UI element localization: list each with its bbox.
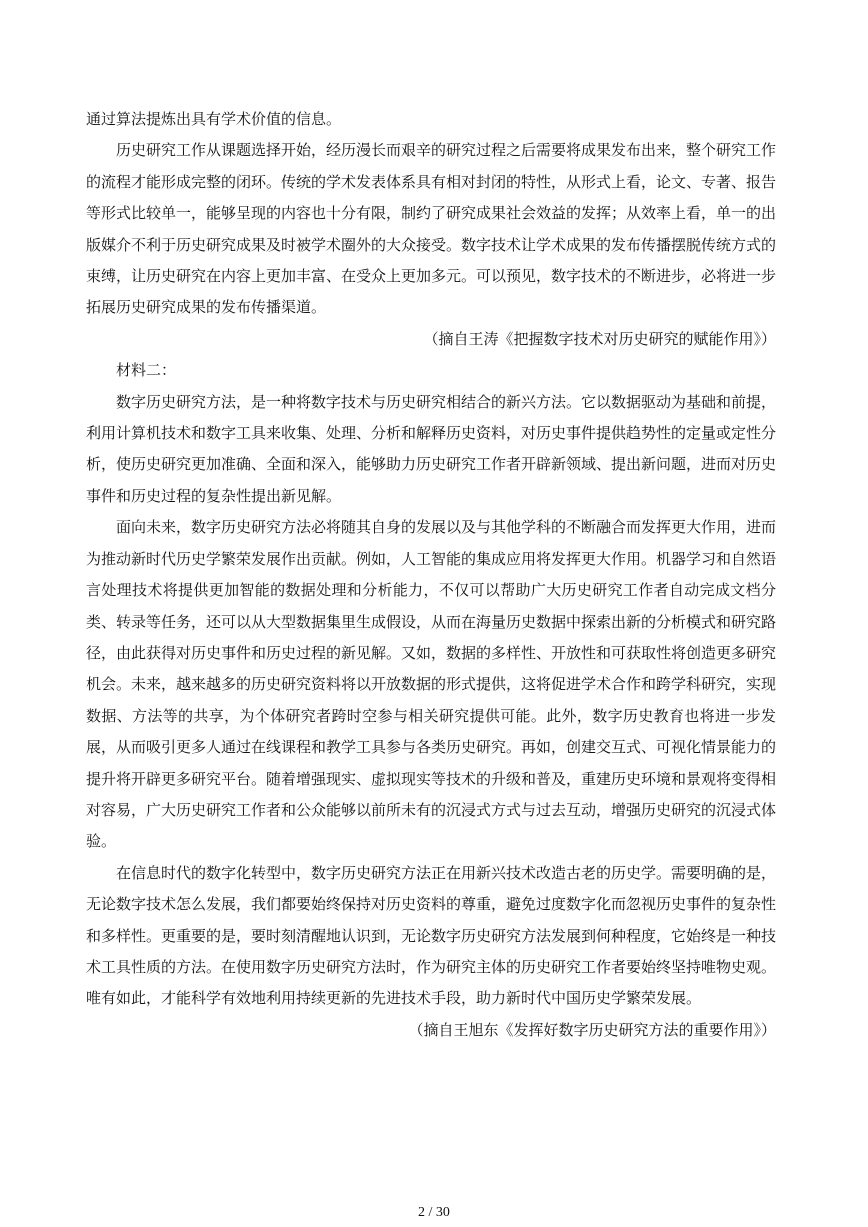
paragraph: 数字历史研究方法，是一种将数字技术与历史研究相结合的新兴方法。它以数据驱动为基础和前提，利用计算机技术和数字工具来收集、处理、分析和解释历史资料，对历史事件提供趋势性的定量或定性分析，使历史研究更加准确、全面和深入，能够助力历史研究工作者开辟新领域、提出新问题，进而对历史事件和历史过程的复杂性提出新见解。: [86, 392, 777, 505]
document-body: [86, 104, 776, 1046]
paragraph-continuation: 通过算法提炼出具有学术价值的信息。: [86, 110, 342, 128]
paragraph: 历史研究工作从课题选择开始，经历漫长而艰辛的研究过程之后需要将成果发布出来，整个研究工作的流程才能形成完整的闭环。传统的学术发表体系具有相对封闭的特性，从形式上看，论文、专著、报告等形式比较单一，能够呈现的内容也十分有限，制约了研究成果社会效益的发挥；从效率上看，单一的出版媒介不利于历史研究成果及时被学术圈外的大众接受。数字技术让学术成果的发布传播摆脱传统方式的束缚，让历史研究在内容上更加丰富、在受众上更加多元。可以预见，数字技术的不断进步，必将进一步拓展历史研究成果的发布传播渠道。: [86, 141, 777, 317]
section-label: 材料二：: [116, 361, 177, 380]
citation: （摘自王涛《把握数字技术对历史研究的赋能作用》）: [423, 329, 776, 348]
page-number: 2 / 30: [418, 1205, 450, 1220]
paragraph: 面向未来，数字历史研究方法必将随其自身的发展以及与其他学科的不断融合而发挥更大作用，进而为推动新时代历史学繁荣发展作出贡献。例如，人工智能的集成应用将发挥更大作用。机器学习和自然语言处理技术将提供更加智能的数据处理和分析能力，不仅可以帮助广大历史研究工作者自动完成文档分类、转录等任务，还可以从大型数据集里生成假设，从而在海量历史数据中探索出新的分析模式和研究路径，由此获得对历史事件和历史过程的新见解。又如，数据的多样性、开放性和可获取性将创造更多研究机会。未来，越来越多的历史研究资料将以开放数据的形式提供，这将促进学术合作和跨学科研究，实现数据、方法等的共享，为个体研究者跨时空参与相关研究提供可能。此外，数字历史教育也将进一步发展，从而吸引更多人通过在线课程和教学工具参与各类历史研究。再如，创建交互式、可视化情景能力的提升将开辟更多研究平台。随着增强现实、虚拟现实等技术的升级和普及，重建历史环境和景观将变得相对容易，广大历史研究工作者和公众能够以前所未有的沉浸式方式与过去互动，增强历史研究的沉浸式体验。: [86, 518, 777, 851]
citation: （摘自王旭东《发挥好数字历史研究方法的重要作用》）: [408, 1020, 776, 1039]
paragraph: 在信息时代的数字化转型中，数字历史研究方法正在用新兴技术改造古老的历史学。需要明确的是，无论数字技术怎么发展，我们都要始终保持对历史资料的尊重，避免过度数字化而忽视历史事件的复杂性和多样性。更重要的是，要时刻清醒地认识到，无论数字历史研究方法发展到何种程度，它始终是一种技术工具性质的方法。在使用数字历史研究方法时，作为研究主体的历史研究工作者要始终坚持唯物史观。唯有如此，才能科学有效地利用持续更新的先进技术手段，助力新时代中国历史学繁荣发展。: [86, 863, 777, 1008]
